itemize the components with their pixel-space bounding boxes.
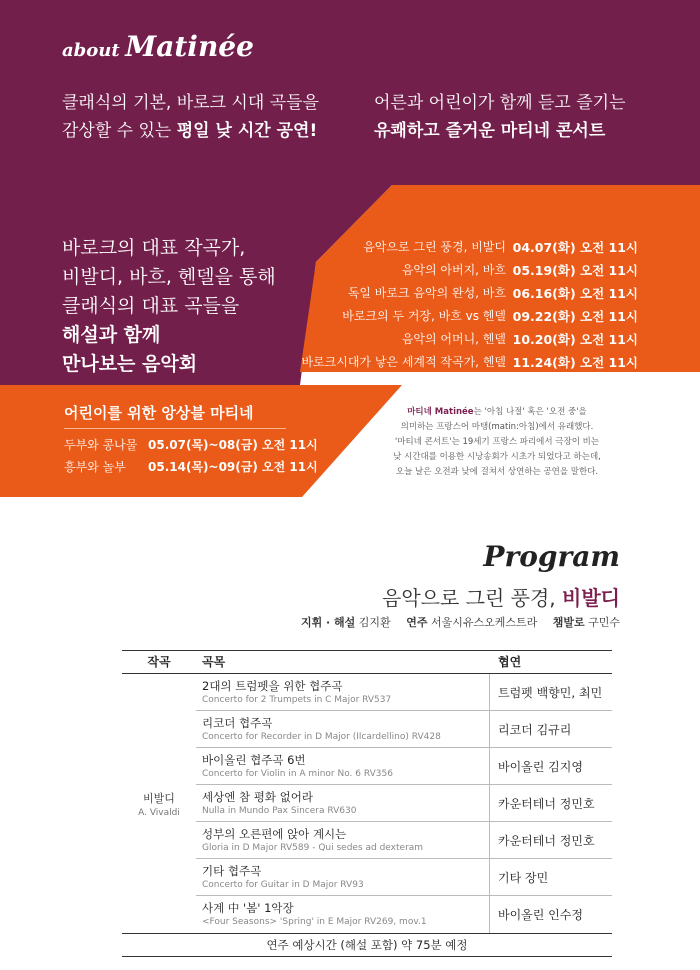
table-row: 사계 中 '봄' 1악장 <Four Seasons> 'Spring' in E Major RV269, mov.1 바이올린 인수정	[196, 896, 612, 933]
kids-divider	[64, 428, 286, 429]
about-title: about Matinée	[62, 30, 254, 63]
table-row: 성부의 오른편에 앉아 계시는 Gloria in D Major RV589 - Qui sedes ad dexteram 카운터테너 정민호	[196, 822, 612, 859]
composer-cell: 비발디 A. Vivaldi	[138, 792, 180, 818]
schedule-row: 음악의 어머니, 헨델 10.20(화) 오전 11시	[401, 332, 638, 347]
schedule-row: 바로크시대가 낳은 세계적 작곡가, 헨델 11.24(화) 오전 11시	[301, 355, 638, 370]
intro-right: 어른과 어린이가 함께 듣고 즐기는 유쾌하고 즐거운 마티네 콘서트	[374, 93, 626, 141]
schedule-list	[300, 236, 638, 374]
table-row: 바이올린 협주곡 6번 Concerto for Violin in A minor No. 6 RV356 바이올린 김지영	[196, 748, 612, 785]
kids-row: 두부와 콩나물 05.07(목)~08(금) 오전 11시	[64, 438, 318, 452]
kids-title: 어린이를 위한 앙상블 마티네	[64, 404, 254, 422]
intro-left: 클래식의 기본, 바로크 시대 곡들을 감상할 수 있는 평일 낮 시간 공연!	[62, 93, 319, 141]
table-row: 세상엔 참 평화 없어라 Nulla in Mundo Pax Sincera RV630 카운터테너 정민호	[196, 785, 612, 822]
program-table	[122, 650, 612, 957]
program-credits: 지휘 · 해설 김지환 연주 서울시유스오케스트라 챔발로 구민수	[300, 616, 620, 629]
schedule-row: 음악의 아버지, 바흐 05.19(화) 오전 11시	[401, 263, 638, 278]
program-subtitle: 음악으로 그린 풍경, 비발디	[382, 586, 620, 610]
table-row: 기타 협주곡 Concerto for Guitar in D Major RV93 기타 장민	[196, 859, 612, 896]
table-row: 2대의 트럼펫을 위한 협주곡 Concerto for 2 Trumpets in C Major RV537 트럼펫 백향민, 최민	[196, 674, 612, 711]
table-header: 작곡 곡목 협연	[122, 650, 612, 674]
concept-text: 바로크의 대표 작곡가, 비발디, 바흐, 헨델을 통해 클래식의 대표 곡들을 해설과 함께 만나보는 음악회	[62, 237, 276, 375]
schedule-row: 독일 바로크 음악의 완성, 바흐 06.16(화) 오전 11시	[347, 286, 638, 301]
kids-row: 흥부와 놀부 05.14(목)~09(금) 오전 11시	[64, 460, 318, 474]
table-row: 리코더 협주곡 Concerto for Recorder in D Major (Ilcardellino) RV428 리코더 김규리	[196, 711, 612, 748]
table-body	[122, 674, 612, 933]
program-title: Program	[483, 540, 620, 573]
schedule-row: 바로크의 두 거장, 바흐 vs 헨델 09.22(화) 오전 11시	[342, 309, 638, 324]
matinee-note: 마티네 Matinée는 '아침 나절' 혹은 '오전 중'을 의미하는 프랑스어 마탱(matin:아침)에서 유래했다. '마티네 콘서트'는 19세기 프랑스 파리에서 극장이 비는 낮 시간대를 이용한 시낭송회가 시초가 되었다고 하는데, 오늘 날은 오전과 낮에 걸쳐서 상연하는 공연을 말한다.	[393, 407, 601, 477]
total-duration: 연주 예상시간 (해설 포함) 약 75분 예정	[122, 933, 612, 957]
schedule-row: 음악으로 그린 풍경, 비발디 04.07(화) 오전 11시	[363, 240, 638, 255]
